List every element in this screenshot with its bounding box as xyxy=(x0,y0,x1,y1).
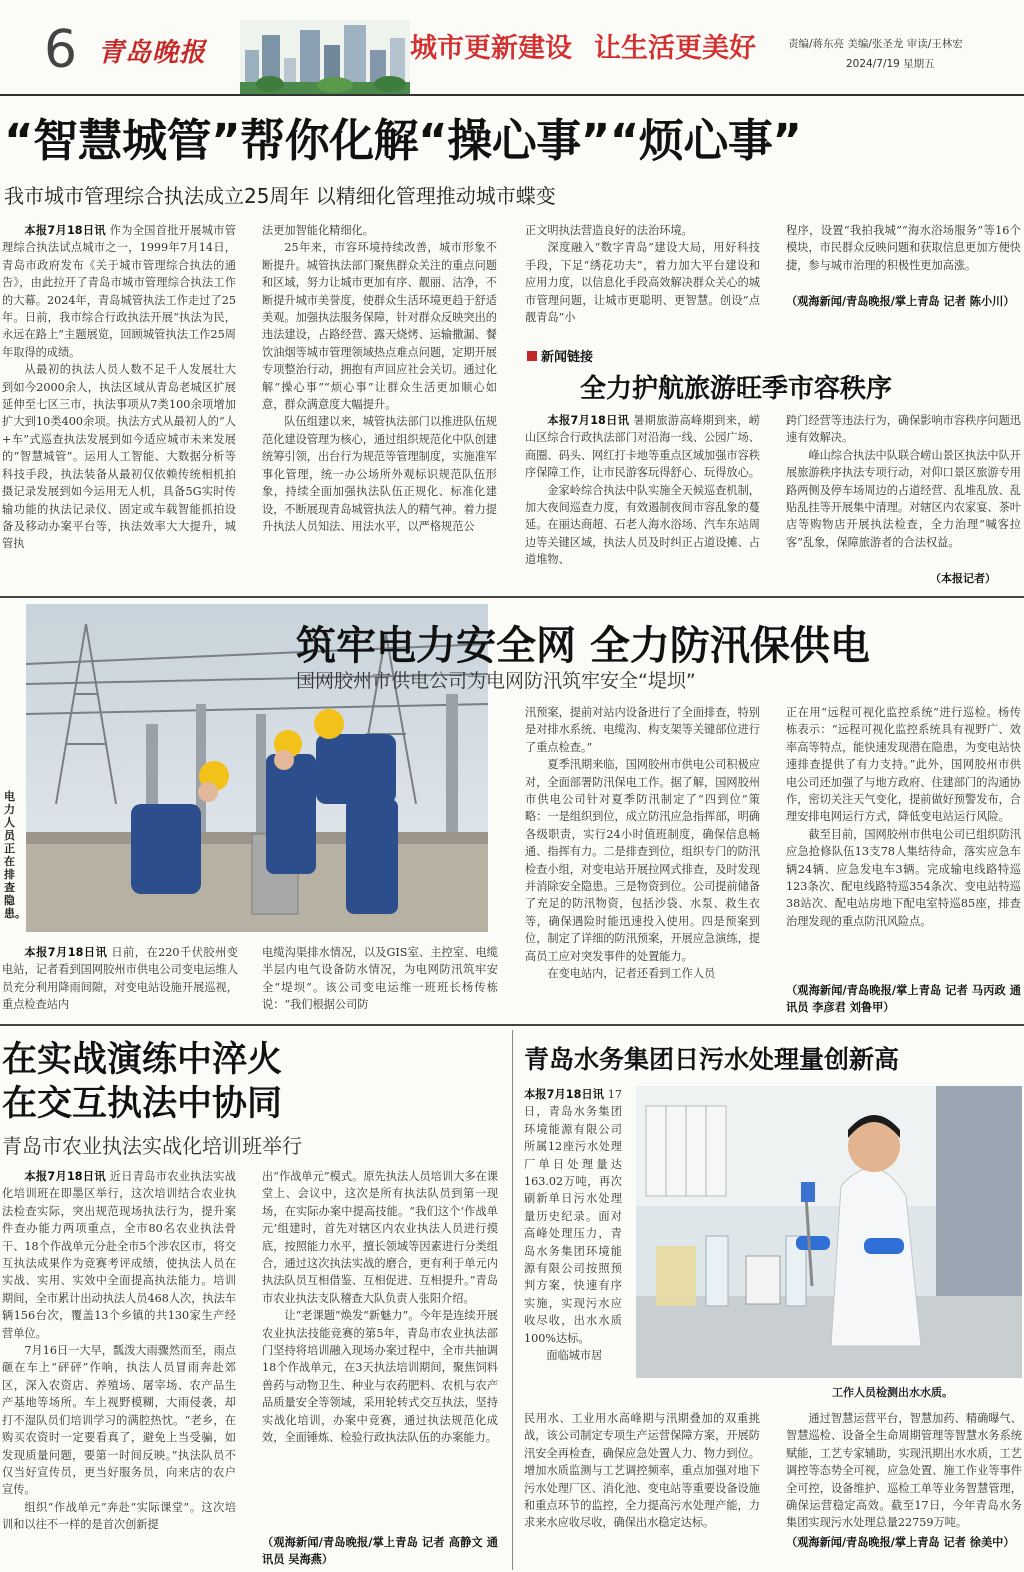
headline-line1: 在实战演练中淬火 xyxy=(2,1040,283,1080)
city-skyline-illustration xyxy=(240,20,410,95)
slogan-part2: 让生活更美好 xyxy=(594,33,756,64)
subheadline-smart-city: 我市城市管理综合执法成立25周年 以精细化管理推动城市蝶变 xyxy=(4,184,556,208)
paragraph: 深度融入“数字青岛”建设大局，用好科技手段，下足“绣花功夫”，着力加大平台建设和应用力度，以信息化手段高效解决群众关心的城市管理问题，让城市更聪明、更智慧。创设“点靓青岛”小 xyxy=(525,241,760,325)
paragraph: 在变电站内，记者还看到工作人员 xyxy=(547,967,716,981)
article2-col2 xyxy=(262,944,498,1018)
article4-col3 xyxy=(786,1410,1022,1534)
section-rule xyxy=(0,596,1024,598)
photo-caption-power: 电力人员正在排查隐患。 xyxy=(4,790,26,920)
paragraph: 跨门经营等违法行为，确保影响市容秩序问题迅速有效解决。 xyxy=(786,414,1021,445)
paragraph: 截至目前，国网胶州市供电公司已组织防汛应急抢修队伍13支78人集结待命，落实应急车辆24辆、应急发电车3辆。完成输电线路特巡123条次、配电线路特巡354条次、变电站特巡38站次、配电站房地下配电室特巡85座，排查治理发现的重点防汛风险点。 xyxy=(786,827,1021,928)
paragraph: 汛预案，提前对站内设备进行了全面排查，特别是对排水系统、电缆沟、构支架等关键部位进行了重点检查。” xyxy=(525,706,760,754)
paragraph: 程序，设置“我拍我城”“海水浴场服务”等16个模块，市民群众反映问题和获取信息更加方便快捷，参与城市治理的积极性更加高涨。 xyxy=(786,224,1021,272)
dateline: 本报7月18日讯 xyxy=(24,1170,106,1183)
headline-power-flood: 筑牢电力安全网 全力防汛保供电 xyxy=(296,622,870,669)
headline-sewage-record: 青岛水务集团日污水处理量创新高 xyxy=(524,1045,900,1074)
article3-credit: （观海新闻/青岛晚报/掌上青岛 记者 高静文 通讯员 吴海燕） xyxy=(262,1536,498,1567)
paragraph: 正文明执法营造良好的法治环境。 xyxy=(525,224,693,237)
paper-logo: 青岛晚报 xyxy=(98,38,207,68)
news-link-tag xyxy=(527,346,593,365)
article4-col1 xyxy=(524,1086,622,1404)
paragraph: 7月16日一大早，瓢泼大雨骤然而至，雨点砸在车上“砰砰”作响，执法人员冒雨奔赴郊区，深入农资店、养殖场、屠宰场、农产品生产基地等场所。车上视野模糊，大雨侵袭，却打不湿队员们培训学习的满腔热忱。“老乡，在购买农资时一定要看真了，避免上当受骗，如发现质量问题，要第一时间反映。”执法队员不仅当好宣传员，更当好服务员，向来店的农户宣传。 xyxy=(2,1344,236,1497)
paragraph: 通过智慧运营平台，智慧加药、精确曝气、智慧巡检、设备全生命周期管理等智慧水务系统赋能，工艺专家辅助，实现汛期出水水质，工艺调控等态势全可视，应急处置、施工作业等事件全可控，设备维护、巡检工单等业务智慧管理，确保运营稳定高效。截至17日，今年青岛水务集团实现污水处理总量22759万吨。 xyxy=(786,1412,1022,1530)
water-lab-photo xyxy=(636,1086,1022,1378)
article1-col1 xyxy=(2,222,236,590)
paragraph: 暑期旅游高峰期到来，崂山区综合行政执法部门对沿海一线、公园广场、商圈、码头、网红打卡地等重点区域加强市容秩序保障工作，让市民游客玩得舒心、玩得放心。 xyxy=(525,414,760,480)
link-col2 xyxy=(786,412,1021,570)
slogan xyxy=(410,26,756,65)
issue-date: 2024/7/19 星期五 xyxy=(846,58,935,70)
article2-col3 xyxy=(525,704,760,1018)
subheadline-agri: 青岛市农业执法实战化培训班举行 xyxy=(2,1134,302,1158)
link-col1 xyxy=(525,412,760,588)
article1-col2 xyxy=(262,222,497,590)
article4-credit: （观海新闻/青岛晚报/掌上青岛 记者 徐美中） xyxy=(786,1536,1015,1549)
headline-tourism-order: 全力护航旅游旺季市容秩序 xyxy=(580,374,893,404)
paragraph: 队伍组建以来，城管执法部门以推进队伍规范化建设管理为核心，通过组织规范化中队创建统筹引领，出台行为规范等管理制度，实施准军事化管理，统一办公场所外观标识规范队伍形象，持续全面加强执法队伍正规化、标准化建设，不断展现青岛城管执法人的精气神。着力提升执法人员知法、用法水平，以严格规范公 xyxy=(262,415,497,533)
paragraph: 近日青岛市农业执法实战化培训班在即墨区举行，这次培训结合农业执法检查实际，突出规范现场执法行为，提升案件查办能力两项重点，全市80名农业执法骨干、18个作战单元分赴全市5个涉农区市，将交互执法成果作为竞赛考评成绩，使执法人员在实战、实用、实效中全面提高执法能力。培训期间，全市累计出动执法人员468人次，执法车辆156台次，覆盖13个乡镇的共130家生产经营单位。 xyxy=(2,1170,236,1340)
article4-col2 xyxy=(524,1410,760,1568)
article2-col1 xyxy=(2,944,238,1018)
paragraph: 出“作战单元”模式。原先执法人员培训大多在课堂上、会议中，这次是所有执法队员到第一现场，在实际办案中提高技能。“我们这个‘作战单元’组建时，首先对辖区内农业执法人员进行摸底，按照能力水平，擅长领域等因素进行分类组合，通过这次执法实战的磨合，更有利于单元内执法队员互相借鉴、互相促进、互相提升。”青岛市农业执法支队稽查大队负责人张阳介绍。 xyxy=(262,1170,498,1305)
column-divider xyxy=(512,1030,513,1570)
paragraph: 面临城市居 xyxy=(546,1349,603,1363)
article2-credit: （观海新闻/青岛晚报/掌上青岛 记者 马丙政 通讯员 李彦君 刘鲁甲） xyxy=(786,984,1021,1015)
paragraph: 从最初的执法人员人数不足千人发展壮大到如今2000余人，执法区域从青岛老城区扩展延伸至七区三市，执法事项从7类100余项增加扩大到10类400余项。执法方式从最初人的“人+车”式巡查执法发展到如今适应城市未来发展的“智慧城管”。运用人工智能、大数据分析等科技手段，执法装备从最初仅依赖传统相机拍摄记录发展到如今运用无人机，具备5G实时传输功能的执法记录仪、固定或车载智能抓拍设备及移动办案平台等，执法效率大大提升，城管执 xyxy=(2,363,236,551)
page-number: 6 xyxy=(44,20,78,80)
article3-col2 xyxy=(262,1168,498,1534)
tag-label: 新闻链接 xyxy=(541,350,594,365)
paragraph: 民用水、工业用水高峰期与汛期叠加的双重挑战，该公司制定专项生产运营保障方案，开展防汛安全再检查，确保应急处置人力、物力到位。增加水质监测与工艺调控频率，重点加强对地下污水处理厂区、消化池、变电站等重要设备设施和重点环节的监控，全力提高污水处理产能，力求来水应收尽收，确保出水稳定达标。 xyxy=(524,1412,760,1530)
paragraph: 25年来，市容环境持续改善，城市形象不断提升。城管执法部门聚焦群众关注的重点问题和区域，努力让城市更加有序、靓丽、洁净，不断提升城市美誉度，使群众生活环境更趋于舒适美观。加强执法服务保障，针对群众反映突出的违法建设，占路经营、露天烧烤、运输撒漏、餐饮油烟等城市管理领域热点难点问题，定期开展专项整治行动，拥抱有声回应社会关切。通过化解“操心事”“烦心事”让群众生活更加顺心如意，群众满意度大幅提升。 xyxy=(262,241,497,412)
paragraph: 让“老课题”焕发“新魅力”。今年是连续开展农业执法技能竞赛的第5年，青岛市农业执法部门坚持将培训融入现场办案过程中，全市共抽调18个作战单元，在3天执法培训期间，聚焦饲料兽药与动物卫生、种业与农药肥料、农机与农产品质量安全等领域，采用轮转式交互执法，坚持实战化培训，办案中竞赛，通过执法规范化成效，全面锤炼、检验行政执法队伍的办案能力。 xyxy=(262,1309,498,1445)
paragraph: 正在用“远程可视化监控系统”进行巡检。杨传栋表示：“远程可视化监控系统具有视野广、效率高等特点，能快速发现潜在隐患，为变电站快速排查提供了有力支持。”此外，国网胶州市供电公司还加强了与地方政府、住建部门的沟通协作，密切关注天气变化，提前做好预警发布，合理安排电网运行方式，降低变电站运行风险。 xyxy=(786,706,1021,824)
paragraph: 夏季汛期来临，国网胶州市供电公司积极应对，全面部署防汛保电工作。据了解，国网胶州市供电公司针对夏季防汛制定了“四到位”策略：一是组织到位，成立防汛应急指挥部，明确各级职责，实行24小时值班制度，确保信息畅通、指挥有力。二是排查到位，组织专门的防汛检查小组，对变电站开展拉网式排查，及时发现并消除安全隐患。三是物资到位。公司提前储备了充足的防汛物资，包括沙袋、水泵、救生衣等，确保遇险时能迅速投入使用。四是预案到位，制定了详细的防汛预案，开展应急演练，提高员工应对突发事件的处置能力。 xyxy=(525,758,760,963)
dateline: 本报7月18日讯 xyxy=(24,224,106,237)
dateline: 本报7月18日讯 xyxy=(524,1088,605,1101)
paragraph: 日前，在220千伏胶州变电站，记者看到国网胶州市供电公司变电运维人员充分利用降雨间隙，对变电站设施开展巡视，重点检查站内 xyxy=(2,946,238,1012)
dateline: 本报7月18日讯 xyxy=(24,946,108,959)
article2-col4 xyxy=(786,704,1021,982)
paragraph: 组织“作战单元”奔赴“实际课堂”。这次培训和以往不一样的是首次创新提 xyxy=(2,1500,236,1532)
paragraph: 金家岭综合执法中队实施全天候巡查机制，加大夜间巡查力度，有效遏制夜间市容乱象的蔓延。在丽达商超、石老人海水浴场、汽车东站周边等关键区域，执法人员及时纠正占道设摊、占道堆物、 xyxy=(525,483,760,567)
paragraph: 法更加智能化精细化。 xyxy=(262,224,374,237)
paragraph: 电缆沟渠排水情况，以及GIS室、主控室、电缆半层内电气设备防水情况，为电网防汛筑牢安全“堤坝”。该公司变电运维一班班长杨传栋说：“我们根据公司防 xyxy=(262,946,498,1012)
paragraph: 作为全国首批开展城市管理综合执法试点城市之一，1999年7月14日，青岛市政府发布《关于城市管理综合执法的通告》，由此拉开了青岛市城市管理综合执法工作的大幕。2024年，青岛城管执法工作走过了25年。日前，我市综合行政执法开展“执法为民，永远在路上”主题展览，回顾城管执法工作25周年取得的成绩。 xyxy=(2,224,236,359)
link-credit: （本报记者） xyxy=(930,572,996,585)
dateline: 本报7月18日讯 xyxy=(547,414,630,427)
paragraph: 17日，青岛水务集团环境能源有限公司所属12座污水处理厂单日处理量达163.02万吨，再次刷新单日污水处理量历史纪录。面对高峰处理压力，青岛水务集团环境能源有限公司按照预判方案，快速有序实施，实现污水应收尽收，出水水质100%达标。 xyxy=(524,1088,622,1345)
tag-marker-icon xyxy=(527,351,537,361)
photo-caption-water: 工作人员检测出水水质。 xyxy=(832,1386,953,1399)
article3-col1 xyxy=(2,1168,236,1568)
paragraph: 峰山综合执法中队联合崂山景区执法中队开展旅游秩序执法专项行动，对仰口景区旅游专用路两侧及停车场周边的占道经营、乱堆乱放、乱贴乱挂等开展集中清理。对辖区内农家宴、茶叶店等购物店开展执法检查，全力治理“喊客拉客”乱象，保障旅游者的合法权益。 xyxy=(786,448,1021,549)
masthead-rule xyxy=(0,94,1024,96)
article1-credit: （观海新闻/青岛晚报/掌上青岛 记者 陈小川） xyxy=(786,295,1015,308)
section-rule xyxy=(0,1024,1024,1026)
article1-col3 xyxy=(525,222,760,326)
staff-credit: 责编/蒋东亮 美编/张圣龙 审读/王林宏 xyxy=(788,38,963,50)
headline-line2: 在交互执法中协同 xyxy=(2,1084,283,1124)
headline-smart-city-management: “智慧城管”帮你化解“操心事”“烦心事” xyxy=(4,114,802,167)
subheadline-power-flood: 国网胶州市供电公司为电网防汛筑牢安全“堤坝” xyxy=(296,670,696,692)
slogan-part1: 城市更新建设 xyxy=(410,33,572,64)
